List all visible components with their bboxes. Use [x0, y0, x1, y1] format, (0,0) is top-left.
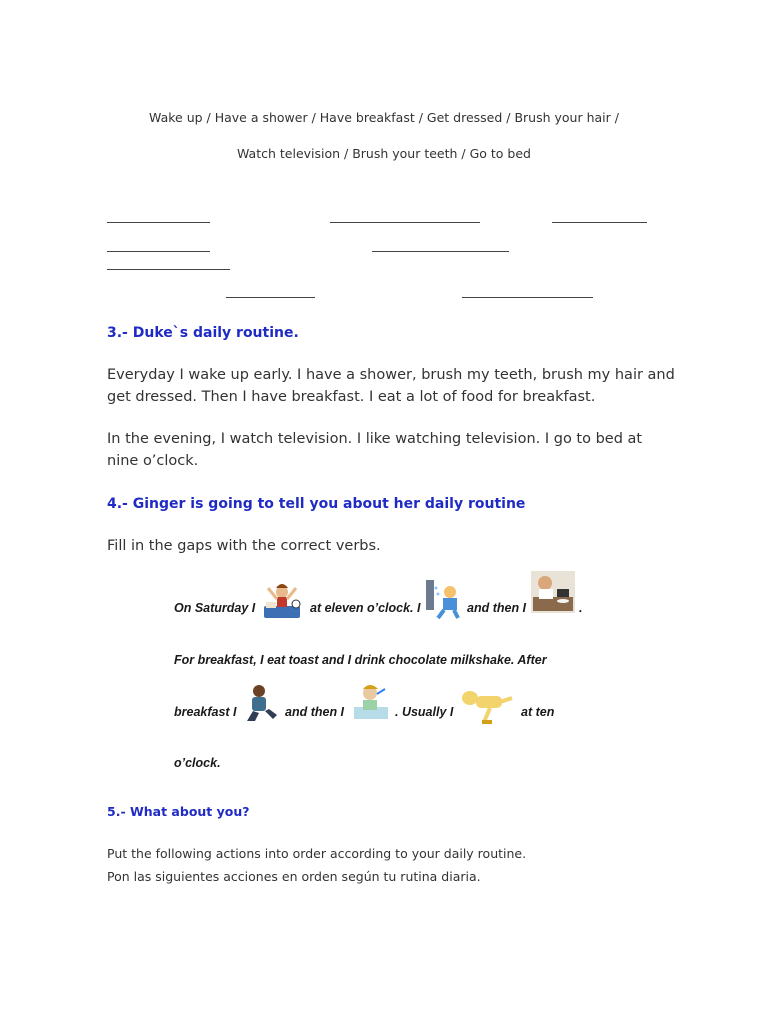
wake-up-icon — [262, 580, 302, 620]
exercise-text: . Usually I — [395, 705, 454, 719]
answer-blank[interactable] — [226, 297, 315, 298]
answer-blank[interactable] — [462, 297, 593, 298]
section-5-line-1: Put the following actions into order according to your daily routine. — [107, 846, 527, 861]
answer-blank[interactable] — [107, 251, 210, 252]
answer-blank[interactable] — [552, 222, 647, 223]
word-bank-line-2: Watch television / Brush your teeth / Go to bed — [236, 146, 531, 161]
exercise-text: o’clock. — [174, 756, 221, 770]
section-3-heading: 3.- Duke`s daily routine. — [107, 325, 299, 341]
answer-blank[interactable] — [372, 251, 509, 252]
bed-icon — [460, 688, 516, 728]
exercise-text: breakfast I — [174, 705, 237, 719]
teeth-icon — [352, 683, 390, 723]
exercise-text: On Saturday I — [174, 601, 256, 615]
exercise-text: and then I — [285, 705, 345, 719]
exercise-text: at eleven o’clock. I — [310, 601, 421, 615]
word-bank-line-1: Wake up / Have a shower / Have breakfast / Get dressed / Brush your hair / — [149, 110, 619, 125]
breakfast-icon — [531, 571, 575, 613]
exercise-text: For breakfast, I eat toast and I drink chocolate milkshake. After — [174, 653, 547, 667]
section-4-instruction: Fill in the gaps with the correct verbs. — [107, 538, 381, 554]
section-4-heading: 4.- Ginger is going to tell you about her daily routine — [107, 496, 526, 512]
exercise-text: and then I — [467, 601, 527, 615]
section-5-line-2: Pon las siguientes acciones en orden según tu rutina diaria. — [107, 869, 481, 884]
section-5-heading: 5.- What about you? — [107, 804, 250, 819]
answer-blank[interactable] — [107, 269, 230, 270]
section-3-paragraph-2: In the evening, I watch television. I like watching television. I go to bed at nine o’clock. — [107, 431, 643, 469]
dressing-icon — [243, 683, 281, 723]
exercise-text: at ten — [521, 705, 555, 719]
section-3-paragraph-1: Everyday I wake up early. I have a shower, brush my teeth, brush my hair and get dressed. Then I have breakfast. I eat a lot of food for breakfast. — [107, 367, 675, 405]
exercise-text: . — [579, 601, 583, 615]
shower-icon — [424, 578, 464, 622]
answer-blank[interactable] — [107, 222, 210, 223]
answer-blank[interactable] — [330, 222, 480, 223]
